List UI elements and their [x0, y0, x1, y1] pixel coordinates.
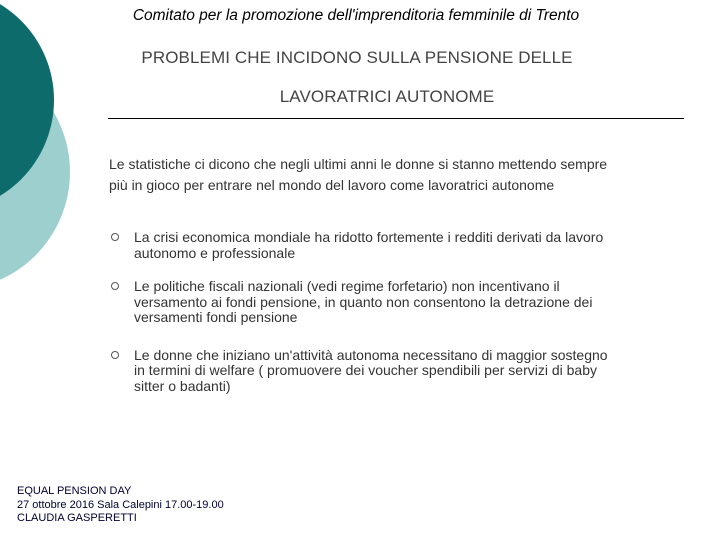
intro-paragraph	[109, 154, 689, 196]
event-date-location: 27 ottobre 2016 Sala Calepini 17.00-19.00	[17, 498, 224, 511]
bullet-line: versamento ai fondi pensione, in quanto non consentono la detrazione dei	[134, 293, 593, 310]
slide-title-line-1: PROBLEMI CHE INCIDONO SULLA PENSIONE DELLE	[141, 48, 573, 67]
bullet-line: in termini di welfare ( promuovere dei voucher spendibili per servizi di baby	[134, 362, 597, 378]
event-name: EQUAL PENSION DAY	[17, 485, 132, 497]
bullet-item	[111, 230, 691, 261]
title-divider	[108, 118, 684, 119]
circle-bullet-icon	[111, 282, 119, 290]
circle-bullet-icon	[111, 351, 119, 359]
slide-title-line-2: LAVORATRICI AUTONOME	[279, 87, 495, 106]
event-footer	[17, 485, 224, 526]
bullet-line: Le politiche fiscali nazionali (vedi regime forfetario) non incentivano il	[134, 278, 560, 294]
intro-line: più in gioco per entrare nel mondo del lavoro come lavoratrici autonome	[109, 177, 555, 193]
organization-header: Comitato per la promozione dell'imprenditoria femminile di Trento	[132, 7, 580, 24]
intro-line: Le statistiche ci dicono che negli ultimi anni le donne si stanno mettendo sempre	[109, 156, 608, 172]
speaker-name: CLAUDIA GASPERETTI	[17, 512, 137, 524]
bullet-line: sitter o badanti)	[134, 377, 231, 394]
decorative-circles	[0, 0, 110, 300]
bullet-list	[111, 230, 691, 394]
bullet-line: La crisi economica mondiale ha ridotto fortemente i redditi derivati da lavoro	[134, 229, 604, 245]
bullet-item	[111, 279, 691, 326]
circle-bullet-icon	[111, 233, 119, 241]
bullet-line: versamenti fondi pensione	[134, 309, 298, 325]
bullet-line: Le donne che iniziano un'attività autonoma necessitano di maggior sostegno	[134, 346, 608, 363]
bullet-line: autonomo e professionale	[134, 244, 296, 261]
bullet-item	[111, 348, 691, 395]
